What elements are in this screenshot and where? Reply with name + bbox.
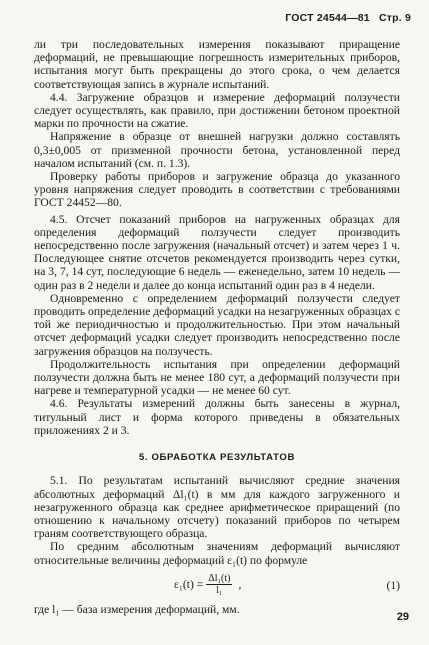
formula-block: [34, 571, 400, 601]
paragraph: Продолжительность испытания при определении деформаций ползучести должна быть не менее 180 сут, а деформаций ползучести при нагреве и температурной усадки — не менее 60 сут.: [34, 357, 400, 398]
paragraph: Проверку работы приборов и загружение образца до указанного уровня напряжения следует проводить в соответствии с требованиями ГОСТ 24452—80.: [34, 170, 400, 210]
page-label: Стр. 9: [378, 12, 411, 24]
paragraph: Одновременно с определением деформаций ползучести следует проводить определение деформаций усадки на незагруженных образцах с той же периодичностью и продолжительностью. При этом начальный отсчет деформаций усадки следует производить непосредственно после загружения образцов на ползучесть.: [34, 291, 400, 358]
standard-code: ГОСТ 24544—81: [285, 12, 370, 24]
paragraph: 5.1. По результатам испытаний вычисляют средние значения абсолютных деформаций Δl₁(t) в мм для каждого загруженного и незагруженного образца как среднее арифметическое приращений (по отношению к начальному отсчету) показаний приборов по четырем граням соответствующего образца.: [34, 474, 400, 541]
paragraph: где l₁ — база измерения деформаций, мм.: [34, 602, 240, 616]
document-body: [34, 38, 400, 616]
paragraph: 4.6. Результаты измерений должны быть занесены в журнал, титульный лист и форма которого приведены в обязательных приложениях 2 и 3.: [34, 397, 400, 437]
formula: [174, 573, 241, 596]
page-header: [279, 12, 411, 24]
paragraph: 4.5. Отсчет показаний приборов на нагруженных образцах для определения деформаций ползучести следует производить непосредственно после загружения (начальный отсчет) и затем через 1 ч. Последующее снятие отсчетов рекомендуется производить через сутки, на 3, 7, 14 сут, последующие 6 недель — еженедельно, затем 10 недель — один раз в 2 недели и далее до конца испытаний один раз в 4 недели.: [34, 212, 400, 292]
paragraph: Напряжение в образце от внешней нагрузки должно составлять 0,3±0,005 от призменной прочности бетона, установленной перед началом испытаний (см. п. 1.3).: [34, 130, 400, 170]
formula-fraction: [206, 573, 232, 596]
paragraph: ли три последовательных измерения показывают приращение деформаций, не превышающие погрешность измерительных приборов, испытания могут быть прекращены до этого срока, о чем делается соответствующая запись в журнале испытаний.: [34, 38, 400, 91]
paragraph: По средним абсолютным значениям деформаций вычисляют относительные величины деформаций ε₁(t) по формуле: [34, 540, 400, 567]
formula-denominator: l₁: [216, 584, 223, 596]
formula-trail: ,: [238, 577, 242, 591]
section-title: 5. ОБРАБОТКА РЕЗУЛЬТАТОВ: [139, 452, 295, 464]
page-number: 29: [396, 611, 409, 623]
formula-numerator: Δl₁(t): [208, 572, 231, 584]
formula-lhs: ε₁(t) =: [174, 577, 204, 591]
paragraph: 4.4. Загружение образцов и измерение деформаций ползучести следует осуществлять, как правило, при достижении бетоном проектной марки по прочности на сжатие.: [34, 90, 400, 131]
equation-number: (1): [386, 578, 400, 592]
